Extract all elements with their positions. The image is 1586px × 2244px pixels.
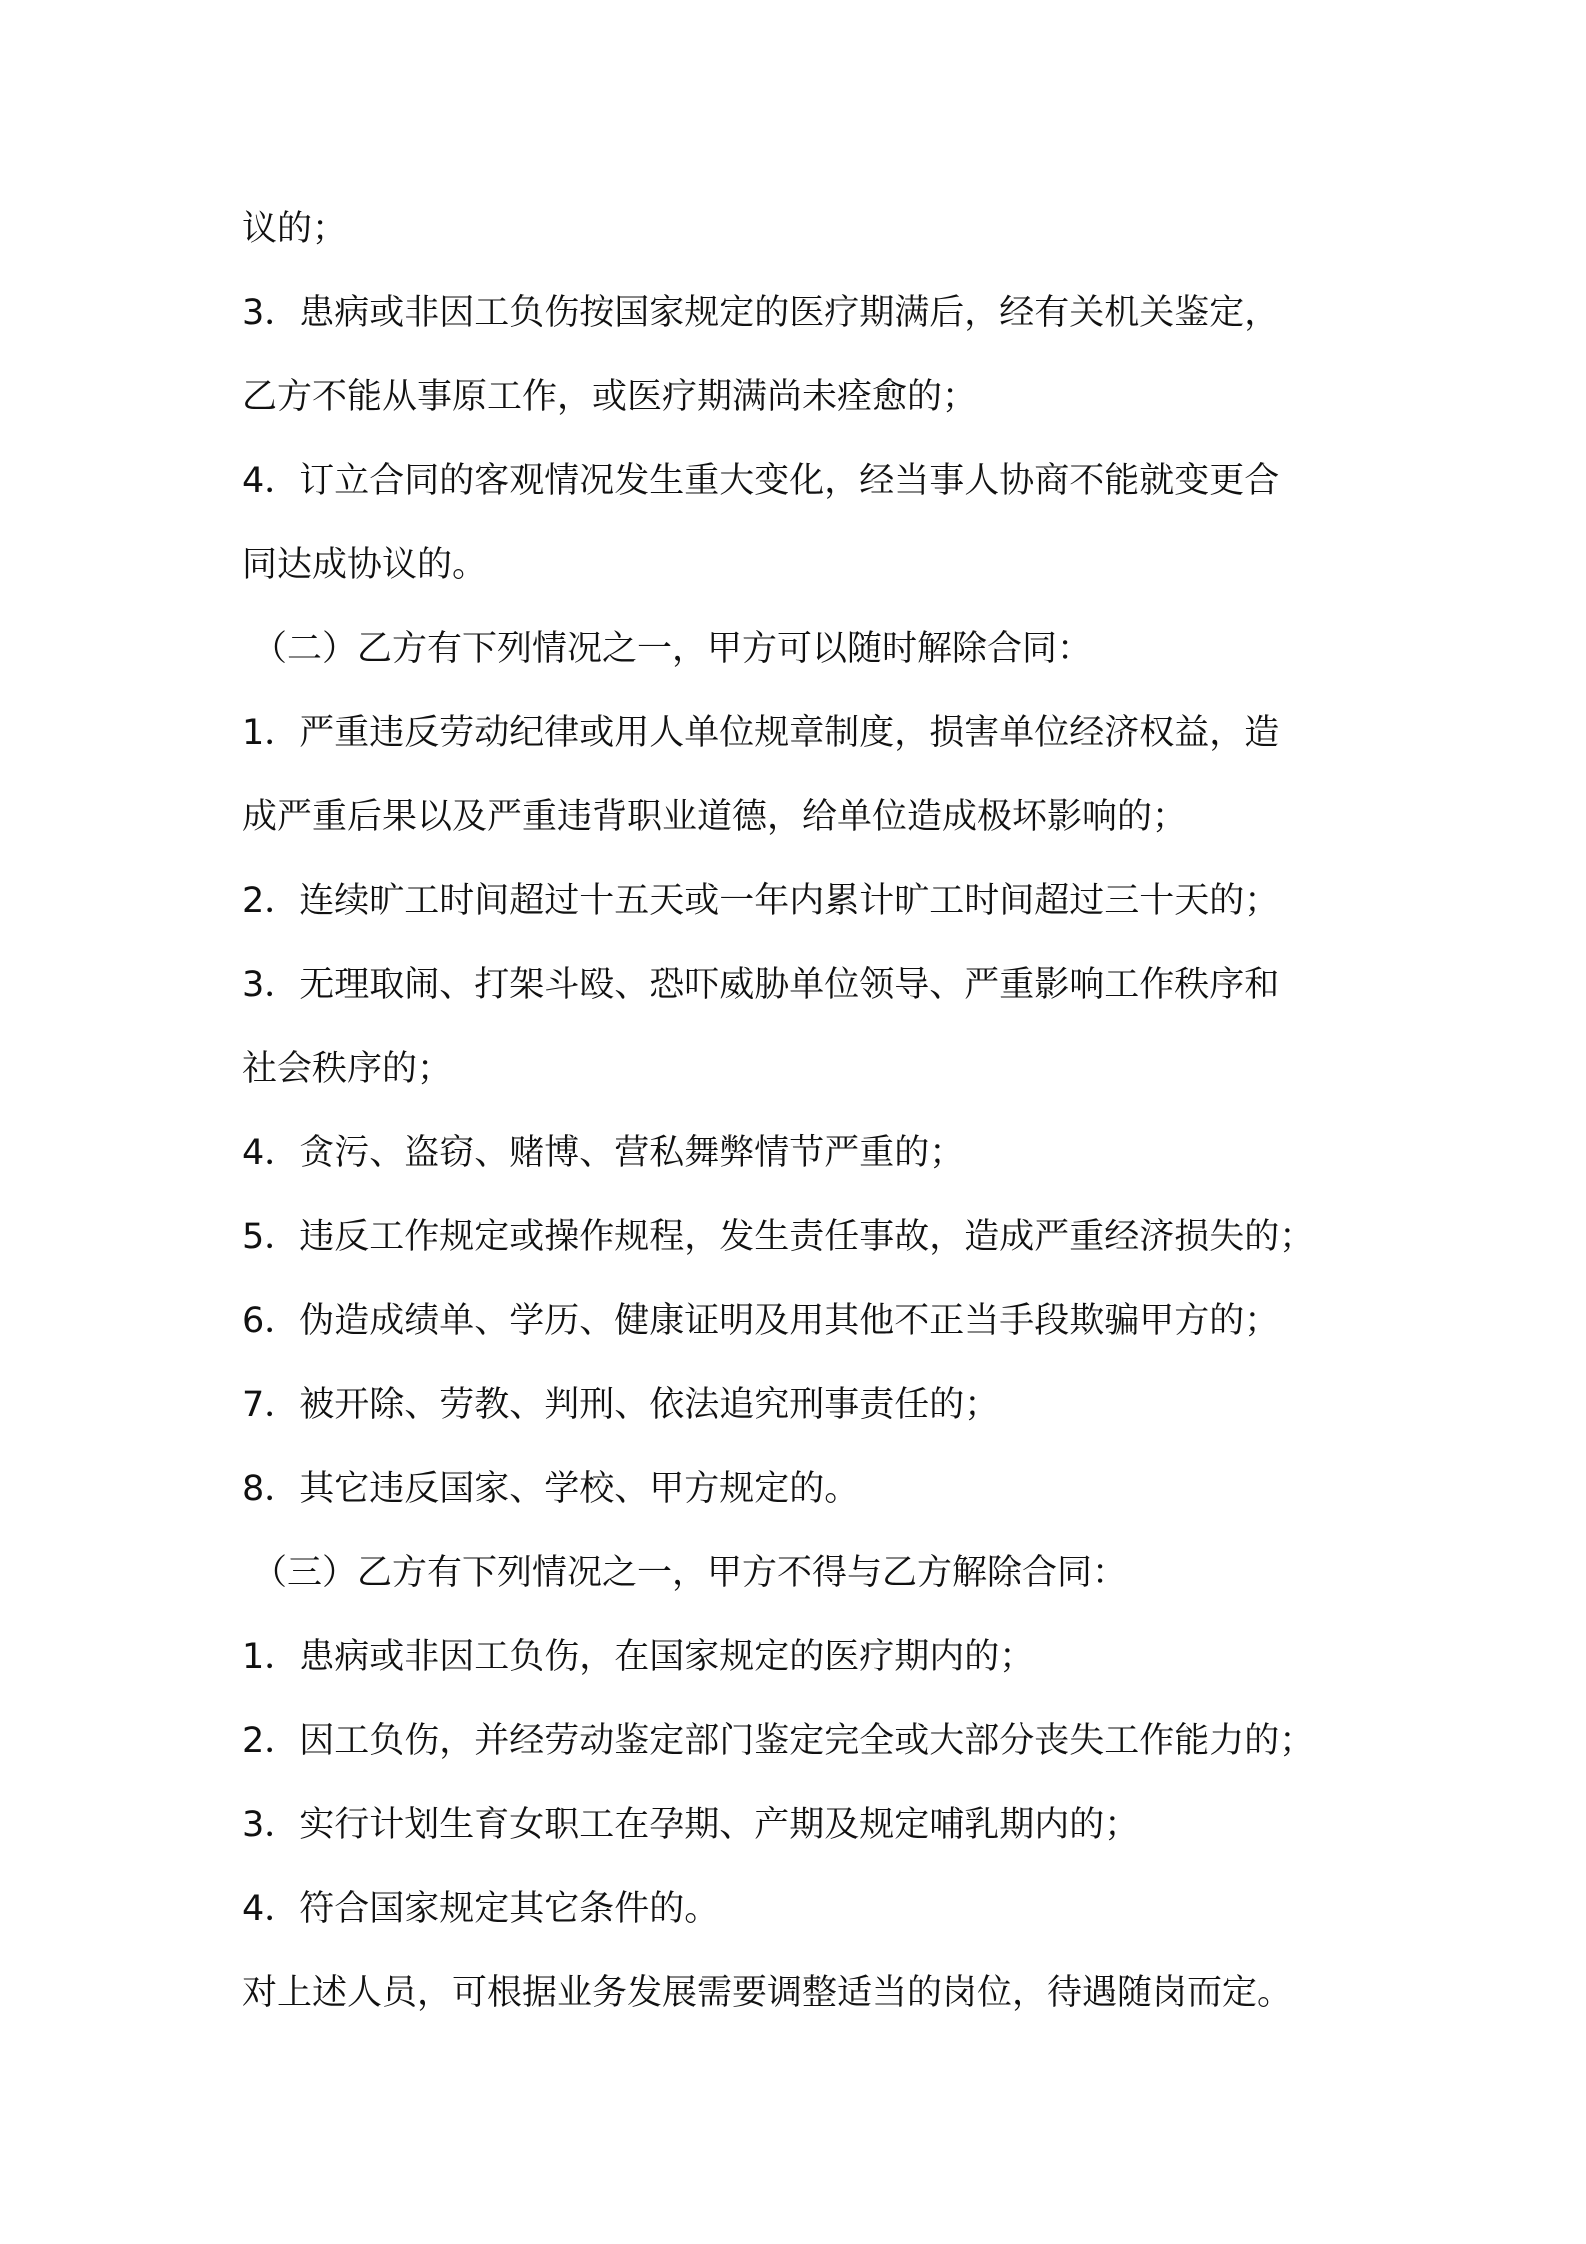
text-line: 4．贪污、盗窃、赌博、营私舞弊情节严重的； <box>242 1133 965 1173</box>
text-line: 2．因工负伤，并经劳动鉴定部门鉴定完全或大部分丧失工作能力的； <box>242 1721 1315 1761</box>
text-line: 6．伪造成绩单、学历、健康证明及用其他不正当手段欺骗甲方的； <box>242 1301 1280 1341</box>
section-heading: （三）乙方有下列情况之一，甲方不得与乙方解除合同： <box>252 1553 1128 1593</box>
text-line: 7．被开除、劳教、判刑、依法追究刑事责任的； <box>242 1385 1000 1425</box>
text-line: 同达成协议的。 <box>242 545 488 585</box>
text-line: 5．违反工作规定或操作规程，发生责任事故，造成严重经济损失的； <box>242 1217 1315 1257</box>
text-line: 4．订立合同的客观情况发生重大变化，经当事人协商不能就变更合 <box>242 461 1280 501</box>
text-line: 乙方不能从事原工作，或医疗期满尚未痊愈的； <box>242 377 978 417</box>
text-line: 4．符合国家规定其它条件的。 <box>242 1889 720 1929</box>
text-line: 对上述人员，可根据业务发展需要调整适当的岗位，待遇随岗而定。 <box>242 1973 1293 2013</box>
text-line: 3．患病或非因工负伤按国家规定的医疗期满后，经有关机关鉴定， <box>242 293 1280 333</box>
text-line: 议的； <box>242 209 348 249</box>
text-line: 1．严重违反劳动纪律或用人单位规章制度，损害单位经济权益，造 <box>242 713 1280 753</box>
text-line: 成严重后果以及严重违背职业道德，给单位造成极坏影响的； <box>242 797 1188 837</box>
text-line: 3．实行计划生育女职工在孕期、产期及规定哺乳期内的； <box>242 1805 1140 1845</box>
text-line: 8．其它违反国家、学校、甲方规定的。 <box>242 1469 860 1509</box>
text-line: 3．无理取闹、打架斗殴、恐吓威胁单位领导、严重影响工作秩序和 <box>242 965 1280 1005</box>
text-line: 2．连续旷工时间超过十五天或一年内累计旷工时间超过三十天的； <box>242 881 1280 921</box>
text-line: 1．患病或非因工负伤，在国家规定的医疗期内的； <box>242 1637 1035 1677</box>
section-heading: （二）乙方有下列情况之一，甲方可以随时解除合同： <box>252 629 1093 669</box>
text-line: 社会秩序的； <box>242 1049 453 1089</box>
